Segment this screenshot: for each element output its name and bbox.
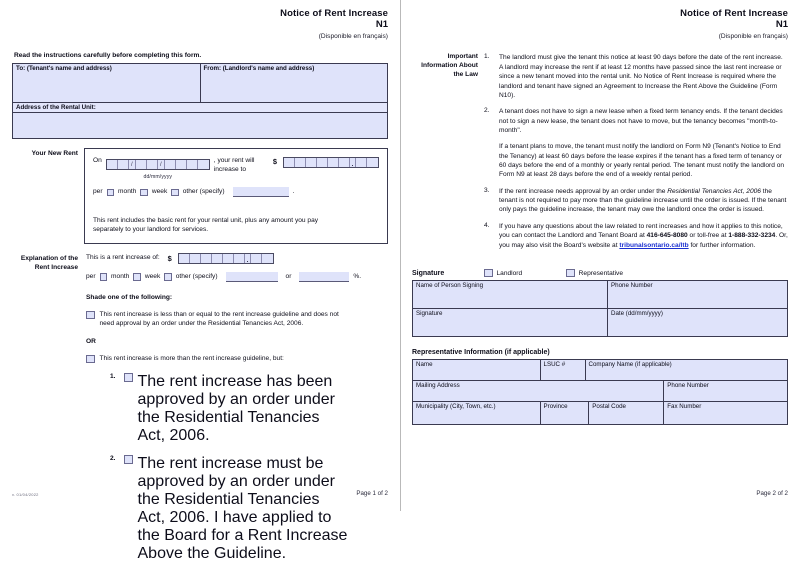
law-item-1-number: 1.	[484, 53, 490, 61]
rep-fax-label: Fax Number	[667, 403, 702, 411]
signature-representative-option[interactable]	[566, 269, 623, 278]
rent-increase-date-field[interactable]	[106, 156, 210, 180]
signature-table	[412, 280, 788, 337]
list-item	[484, 53, 788, 100]
option-a-row[interactable]	[84, 310, 388, 328]
date-cell[interactable]	[136, 160, 147, 169]
explanation-section	[12, 253, 388, 563]
page-2	[400, 0, 800, 511]
checkbox-increase-week[interactable]	[133, 273, 141, 281]
table-row-rep-municipality	[413, 402, 788, 425]
law-item-3-act-citation: Residential Tenancies Act, 2006	[667, 187, 761, 195]
rep-lsuc-cell[interactable]	[540, 360, 585, 381]
signature-date-cell[interactable]	[608, 309, 788, 337]
rep-name-cell[interactable]	[413, 360, 541, 381]
law-item-3-part1: If the rent increase needs approval by an order under the	[499, 187, 668, 195]
amount-cell[interactable]	[306, 158, 317, 167]
page-1-footer	[12, 490, 388, 497]
checkbox-per-week[interactable]	[140, 189, 148, 197]
or-inline-label: or	[285, 272, 292, 280]
percent-input[interactable]	[299, 272, 349, 282]
french-availability-note: (Disponible en français)	[318, 32, 388, 40]
new-rent-section	[12, 148, 388, 244]
table-row-signature-date	[413, 309, 788, 337]
rental-unit-address-table	[12, 102, 388, 139]
or-separator-label: OR	[86, 338, 96, 346]
on-label: On	[93, 157, 102, 165]
document-form-code: N1	[375, 18, 388, 30]
table-row-address-field	[13, 113, 388, 139]
landlord-label: From: (Landlord's name and address)	[203, 65, 315, 73]
new-rent-amount-field[interactable]	[283, 157, 379, 168]
read-instructions-note: Read the instructions carefully before completing this form.	[14, 52, 202, 60]
amount-cent-cell[interactable]	[367, 158, 378, 167]
law-item-4-part4: for further information.	[688, 241, 756, 249]
rep-province-cell[interactable]	[540, 402, 589, 425]
law-item-2-number: 2.	[484, 107, 490, 115]
dollar-sign-new-rent: $	[272, 157, 277, 167]
checkbox-option-a[interactable]	[86, 311, 95, 320]
date-cell[interactable]	[176, 160, 187, 169]
parties-table	[12, 63, 388, 103]
checkbox-signer-representative[interactable]	[566, 269, 575, 278]
amount-cell[interactable]	[295, 158, 306, 167]
increase-to-text: , your rent will increase to	[213, 157, 255, 174]
amount-cell[interactable]	[328, 158, 339, 167]
french-availability-note-page-2: (Disponible en français)	[718, 32, 788, 40]
per-label-increase: per	[86, 272, 96, 280]
amount-cell[interactable]	[234, 254, 245, 263]
landlord-name-address-cell[interactable]	[200, 64, 388, 103]
other-specify-input-new-rent[interactable]	[233, 187, 289, 197]
amount-cell[interactable]	[190, 254, 201, 263]
percent-label: %.	[353, 272, 362, 280]
law-item-3-part2: the tenant is not required to pay more than the guideline increase until the order is issued. If the tenant only pays the guideline increase, the tenant may owe the landlord once the order is issued.	[499, 187, 787, 214]
option-b-row[interactable]	[84, 354, 388, 363]
document-header	[12, 9, 388, 40]
important-information-label: Important Information About the Law	[421, 53, 478, 78]
board-website-link[interactable]: tribunalsontario.ca/ltb	[619, 241, 689, 249]
checkbox-sub-option-1[interactable]	[124, 373, 133, 382]
signature-date-label: Date (dd/mm/yyyy)	[611, 310, 663, 318]
week-label-increase: week	[144, 272, 161, 280]
date-cell[interactable]	[107, 160, 118, 169]
document-header-page-2	[412, 9, 788, 40]
rep-postal-code-label: Postal Code	[592, 403, 626, 411]
rep-company-cell[interactable]	[585, 360, 788, 381]
date-cell[interactable]	[198, 160, 209, 169]
table-row-rep-mailing	[413, 381, 788, 402]
date-cell[interactable]	[187, 160, 198, 169]
law-item-3-text	[499, 187, 788, 215]
representative-info-table	[412, 359, 788, 381]
other-specify-input-increase[interactable]	[226, 272, 278, 282]
signer-representative-label: Representative	[578, 269, 624, 277]
sub-option-2-row[interactable]	[84, 455, 388, 563]
law-item-2-text: A tenant does not have to sign a new lease when a fixed term tenancy ends. If the tenant decides not to sign a new lease, the tenant does not have to move, but the tenancy becomes "month-to-month".	[499, 108, 783, 134]
date-separator-icon: /	[158, 160, 165, 169]
page-2-footer	[412, 490, 788, 497]
table-row-name-phone	[413, 281, 788, 309]
amount-cell[interactable]	[284, 158, 295, 167]
rep-municipality-label: Municipality (City, Town, etc.)	[416, 403, 496, 411]
signature-header-row	[412, 269, 788, 278]
amount-cell[interactable]	[223, 254, 234, 263]
date-cell[interactable]	[147, 160, 158, 169]
month-label-new-rent: month	[118, 187, 137, 195]
list-item	[484, 187, 788, 215]
rep-mailing-address-label: Mailing Address	[416, 382, 460, 390]
rent-increase-amount-field[interactable]	[178, 253, 274, 264]
law-item-4-part1: If you have any questions about the law related to rent increases and how it applies to this notice, you can contact the Landlord and Tenant Board at	[499, 222, 783, 240]
new-rent-note: This rent includes the basic rent for your rental unit, plus any amount you pay separately to your landlord for services.	[93, 217, 319, 234]
date-separator-icon: /	[129, 160, 136, 169]
checkbox-per-month[interactable]	[107, 189, 115, 197]
law-item-4-part2: or toll-free at	[687, 232, 729, 240]
rep-fax-cell[interactable]	[664, 402, 788, 425]
checkbox-increase-other[interactable]	[164, 273, 172, 281]
week-label-new-rent: week	[151, 187, 168, 195]
revision-stamp: v. 01/04/2022	[12, 492, 39, 497]
checkbox-sub-option-2[interactable]	[124, 455, 133, 464]
rental-unit-address-input[interactable]	[13, 113, 388, 139]
page-1-number: Page 1 of 2	[356, 490, 388, 497]
document-title-page-2: Notice of Rent Increase	[680, 8, 788, 19]
explanation-section-label: Explanation of the Rent Increase	[20, 255, 78, 271]
new-rent-box	[84, 148, 388, 244]
month-label-increase: month	[111, 272, 130, 280]
law-item-4-part3: . Or, you may also visit the Board's website at	[499, 232, 788, 249]
sub-option-1-row[interactable]	[84, 373, 388, 445]
rent-increase-of-label: This is a rent increase of:	[86, 254, 160, 262]
law-item-4-text	[499, 222, 788, 250]
page-2-number: Page 2 of 2	[756, 490, 788, 497]
representative-info-title: Representative Information (if applicable)	[412, 349, 550, 357]
representative-municipality-table	[412, 401, 788, 425]
law-item-2-continued: If a tenant plans to move, the tenant must notify the landlord on Form N9 (Tenant's Notice to End the Tenancy) at least 60 days before the lease expires if the tenant has a fixed term of tenancy or 60 days before the end of a monthly or yearly rental period. The tenant must notify the landlord on Form N9 at least 28 days before the end of a weekly rental period.	[499, 143, 785, 179]
rental-unit-address-label: Address of the Rental Unit:	[13, 103, 388, 113]
amount-cell[interactable]	[339, 158, 350, 167]
important-information-section	[412, 53, 788, 256]
amount-cent-cell[interactable]	[356, 158, 367, 167]
list-item	[484, 222, 788, 250]
table-row-rep-name	[413, 360, 788, 381]
board-phone-number: 416-645-8080	[646, 232, 688, 240]
checkbox-option-b[interactable]	[86, 355, 95, 364]
amount-cent-cell[interactable]	[262, 254, 273, 263]
signer-phone-cell[interactable]	[608, 281, 788, 309]
name-of-person-signing-cell[interactable]	[413, 281, 608, 309]
amount-cent-cell[interactable]	[251, 254, 262, 263]
sub-option-1-number: 1.	[110, 373, 116, 381]
rep-province-label: Province	[543, 403, 568, 411]
name-of-person-signing-label: Name of Person Signing	[416, 282, 484, 290]
list-item	[484, 107, 788, 135]
law-item-4-number: 4.	[484, 221, 490, 229]
per-label-new-rent: per	[93, 187, 103, 195]
sub-option-2-text: The rent increase must be approved by an order under the Residential Tenancies Act, 2006. I have applied to the Board for a Rent Increase Above the Guideline.	[137, 455, 348, 563]
law-items-list	[484, 53, 788, 256]
table-row-to-from	[13, 64, 388, 103]
table-row-address-label	[13, 103, 388, 113]
option-b-text: This rent increase is more than the rent increase guideline, but:	[99, 355, 284, 363]
other-specify-label-new-rent: other (specify)	[182, 187, 225, 195]
sub-option-2-number: 2.	[110, 455, 116, 463]
amount-cell[interactable]	[179, 254, 190, 263]
shade-heading: Shade one of the following:	[86, 294, 173, 302]
checkbox-per-other[interactable]	[171, 189, 179, 197]
tenant-name-address-cell[interactable]	[13, 64, 201, 103]
rep-municipality-cell[interactable]	[413, 402, 541, 425]
checkbox-signer-landlord[interactable]	[484, 269, 493, 278]
amount-cell[interactable]	[201, 254, 212, 263]
other-specify-label-increase: other (specify)	[175, 272, 218, 280]
date-cell[interactable]	[165, 160, 176, 169]
rep-name-label: Name	[416, 361, 433, 369]
amount-cell[interactable]	[317, 158, 328, 167]
checkbox-increase-month[interactable]	[100, 273, 108, 281]
rep-phone-cell[interactable]	[664, 381, 788, 402]
representative-address-table	[412, 380, 788, 402]
rep-company-label: Company Name (if applicable)	[588, 361, 672, 369]
signature-title: Signature	[412, 269, 445, 277]
amount-cell[interactable]	[212, 254, 223, 263]
rep-lsuc-label: LSUC #	[543, 361, 566, 369]
document-form-code-page-2: N1	[775, 18, 788, 30]
board-toll-free-number: 1-888-332-3234	[728, 232, 776, 240]
dollar-sign-increase: $	[167, 254, 172, 264]
date-comb[interactable]	[106, 159, 210, 170]
date-cell[interactable]	[118, 160, 129, 169]
document-title: Notice of Rent Increase	[280, 8, 388, 19]
new-rent-section-label: Your New Rent	[31, 150, 78, 158]
tenant-label: To: (Tenant's name and address)	[16, 65, 112, 73]
law-item-1-text: The landlord must give the tenant this notice at least 90 days before the date of the rent increase. A landlord may increase the rent if at least 12 months have passed since the last rent increase or since a new tenant moved into the rental unit. No Notice of Rent Increase is required where the landlord and tenant have signed an Agreement to Increase the Rent Above the Guideline (Form N10).	[499, 54, 783, 99]
option-a-text: This rent increase is less than or equal to the rent increase guideline and does not need approval by an order under the Residential Tenancies Act, 2006.	[99, 311, 339, 328]
signature-landlord-option[interactable]	[484, 269, 522, 278]
signature-cell[interactable]	[413, 309, 608, 337]
period-mark-new-rent: .	[292, 187, 295, 195]
sub-option-1-text: The rent increase has been approved by an order under the Residential Tenancies Act, 2006.	[137, 373, 335, 445]
rep-phone-label: Phone Number	[667, 382, 709, 390]
rep-postal-code-cell[interactable]	[589, 402, 664, 425]
signer-phone-label: Phone Number	[611, 282, 653, 290]
signer-landlord-label: Landlord	[496, 269, 523, 277]
signature-label: Signature	[416, 310, 443, 318]
date-format-caption: dd/mm/yyyy	[143, 174, 173, 181]
rep-mailing-address-cell[interactable]	[413, 381, 664, 402]
law-item-3-number: 3.	[484, 186, 490, 194]
